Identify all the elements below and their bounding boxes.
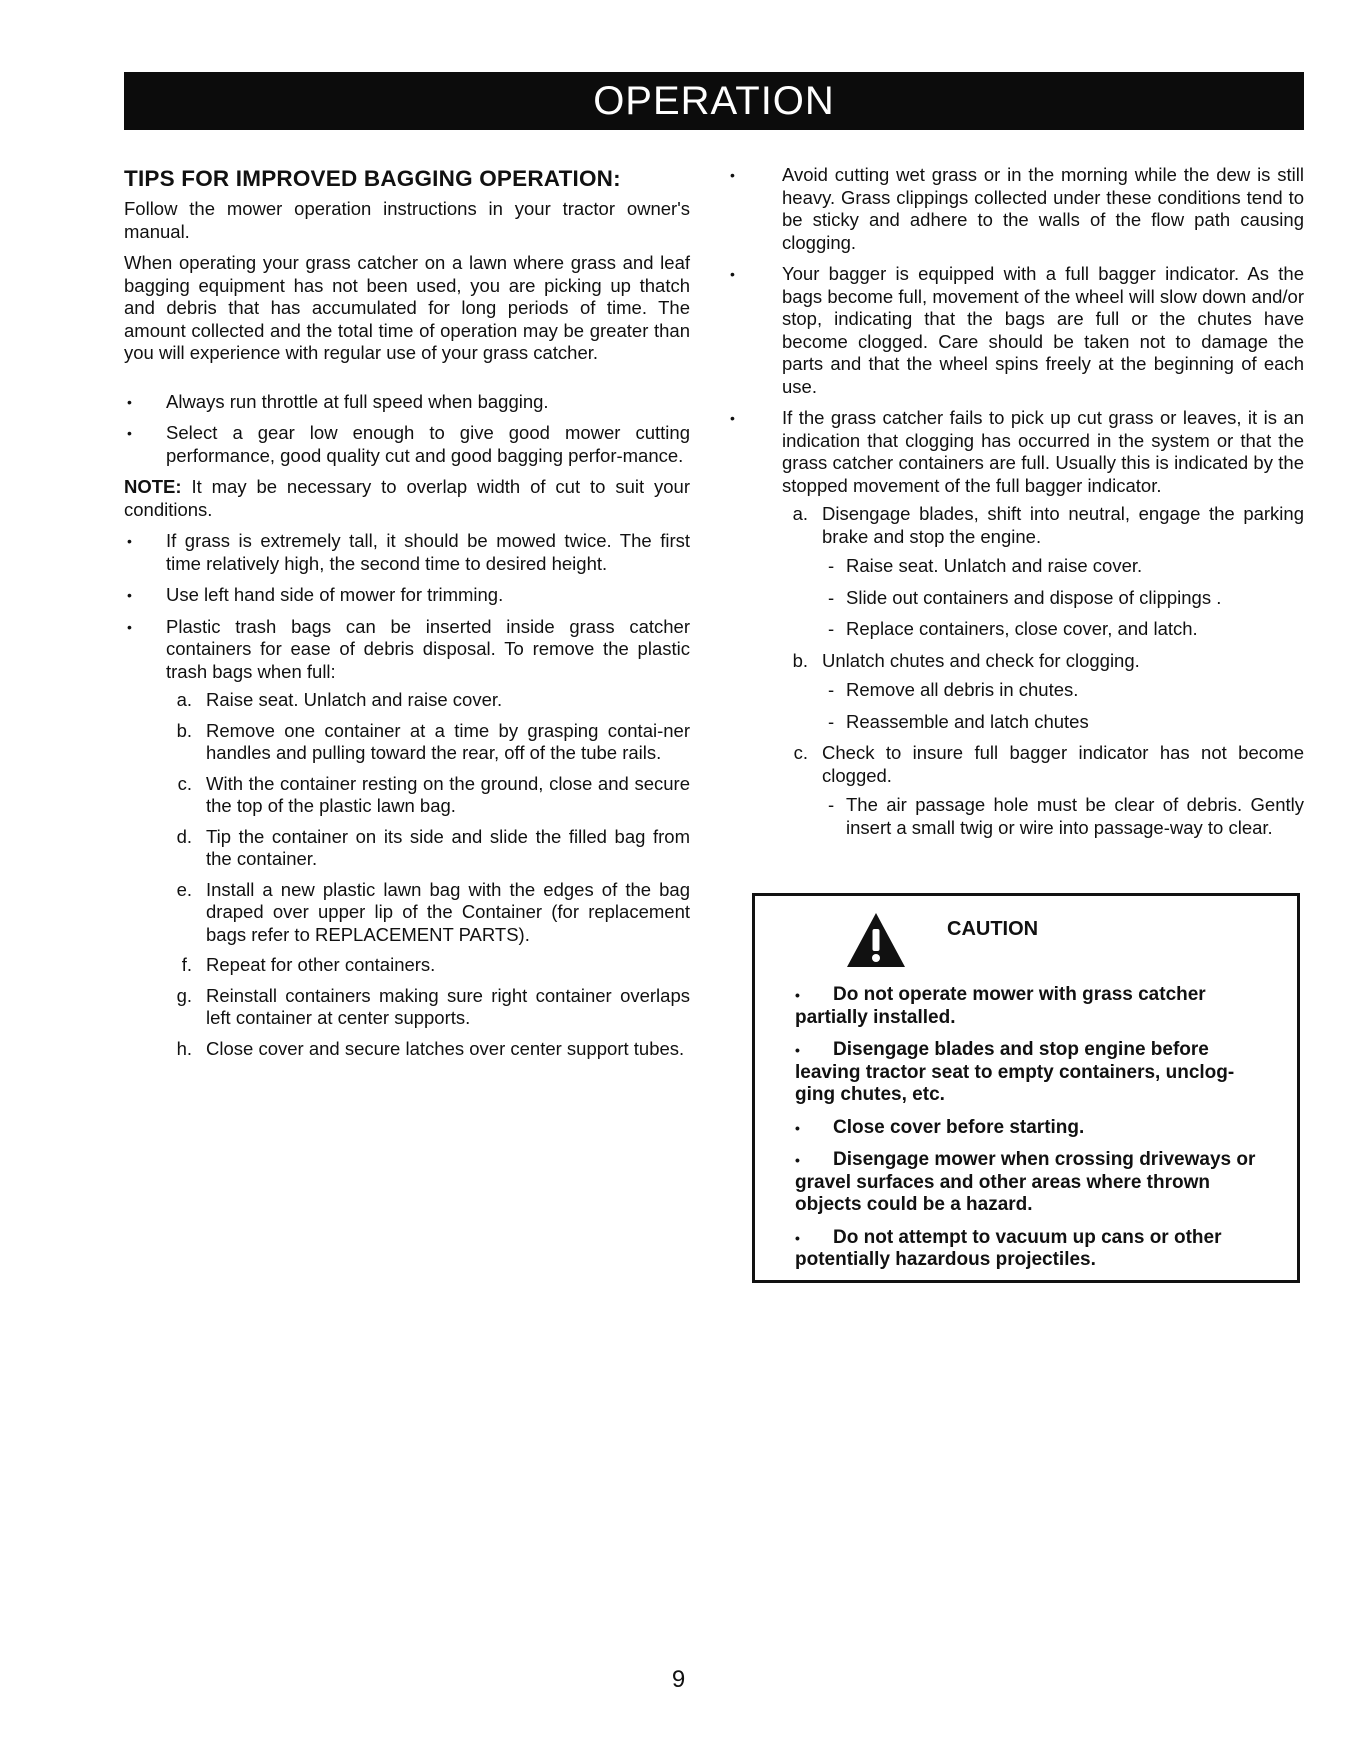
caution-header <box>795 896 1263 984</box>
caution-title: CAUTION <box>947 918 1039 940</box>
bag-removal-steps <box>166 689 690 1060</box>
caution-box <box>752 893 1300 1283</box>
left-column <box>124 166 690 1069</box>
tips-list <box>730 164 1304 839</box>
list-item: • If the grass catcher fails to pick up cut grass or leaves, it is an indication that clogging has occurred in the system or that the grass catcher containers are full. Usually this is indicated by the stopped movement of the full bagger indicator. a. Disengage blades, shift into neutral, engage the parking brake and stop the engine. - Raise seat. Unlatch and raise cover. - Slide out containers and dispose of clippings . - Replace containers, close cover, and latch. b. Unlatch chutes and check for clogging. - Remove all debris in chutes. - Reassemble and latch chutes c. Check to insure full bagger indicator has not become clogged. - The air passage hole must be clear of debris. Gently insert a small twig or wire into passage-way to clear. <box>730 407 1304 838</box>
sub-step: - Raise seat. Unlatch and raise cover. <box>828 555 1143 576</box>
list-item: • Avoid cutting wet grass or in the morning while the dew is still heavy. Grass clippings collected under these conditions tend to be sticky and adhere to the walls of the flow path causing clogging. <box>730 164 1304 253</box>
step-item: a. Disengage blades, shift into neutral, engage the parking brake and stop the engine. - Raise seat. Unlatch and raise cover. - Slide out containers and dispose of clippings . - Replace containers, close cover, and latch. <box>792 503 1304 639</box>
sub-step: - The air passage hole must be clear of debris. Gently insert a small twig or wire into passage-way to clear. <box>828 794 1304 838</box>
note-label: NOTE: <box>124 476 182 497</box>
step-item: c. With the container resting on the ground, close and secure the top of the plastic lawn bag. <box>177 772 690 816</box>
caution-item: • Disengage blades and stop engine before leaving tractor seat to empty containers, unclog-ging chutes, etc. <box>795 1039 1235 1105</box>
list-item: • If grass is extremely tall, it should be mowed twice. The first time relatively high, the second time to desired height. <box>127 530 690 574</box>
step-item: a. Raise seat. Unlatch and raise cover. <box>176 689 503 710</box>
list-item: • Select a gear low enough to give good mower cutting performance, good quality cut and good bagging perfor-mance. <box>127 422 690 466</box>
step-item: g. Reinstall containers making sure right container overlaps left container at center supports. <box>176 984 690 1028</box>
section-banner: OPERATION <box>124 72 1304 130</box>
sub-steps <box>822 555 1304 641</box>
clog-check-steps <box>782 503 1304 839</box>
warning-triangle-icon <box>845 911 907 969</box>
right-column <box>730 164 1304 848</box>
list-item: • Always run throttle at full speed when bagging. <box>127 390 549 412</box>
step-item: b. Remove one container at a time by grasping contai-ner handles and pulling toward the rear, off of the tube rails. <box>176 719 690 763</box>
caution-item: • Close cover before starting. <box>795 1116 1085 1138</box>
section-heading: TIPS FOR IMPROVED BAGGING OPERATION: <box>124 166 621 191</box>
sub-step: - Slide out containers and dispose of clippings . <box>828 586 1222 608</box>
sub-step: - Remove all debris in chutes. <box>828 679 1079 700</box>
step-item: e. Install a new plastic lawn bag with the edges of the bag draped over upper lip of the Container (for replacement bags refer to REPLACEMENT PARTS). <box>176 878 690 945</box>
caution-item: • Do not attempt to vacuum up cans or other potentially hazardous projectiles. <box>795 1226 1222 1270</box>
step-item: f. Repeat for other containers. <box>181 954 436 975</box>
sub-step: - Replace containers, close cover, and latch. <box>828 618 1198 639</box>
list-item: • Use left hand side of mower for trimming. <box>127 584 504 605</box>
list-item: • Plastic trash bags can be inserted inside grass catcher containers for ease of debris disposal. To remove the plastic trash bags when full: a. Raise seat. Unlatch and raise cover. b. Remove one container at a time by grasping contai-ner handles and pulling toward the rear, off of the tube rails. c. With the container resting on the ground, close and secure the top of the plastic lawn bag. d. Tip the container on its side and slide the filled bag from the container. e. Install a new plastic lawn bag with the edges of the bag draped over upper lip of the Container (for replacement bags refer to REPLACEMENT PARTS). f. Repeat for other containers. g. Reinstall containers making sure right container overlaps left container at center supports. h. Close cover and secure latches over center support tubes. <box>127 615 690 1059</box>
step-item: b. Unlatch chutes and check for clogging. - Remove all debris in chutes. - Reassemble and latch chutes <box>780 650 1304 734</box>
intro-paragraph: Follow the mower operation instructions in your tractor owner's manual. <box>124 198 690 242</box>
sub-step: - Reassemble and latch chutes <box>828 710 1089 732</box>
tips-list <box>124 391 690 468</box>
note-paragraph: NOTE: It may be necessary to overlap width of cut to suit your conditions. <box>124 476 690 520</box>
step-item: d. Tip the container on its side and slide the filled bag from the container. <box>176 825 690 869</box>
step-item: h. Close cover and secure latches over center support tubes. <box>176 1037 685 1059</box>
caution-list <box>795 984 1263 1272</box>
sub-steps <box>822 679 1304 733</box>
list-item: • Your bagger is equipped with a full bagger indicator. As the bags become full, movement of the wheel will slow down and/or stop, indicating that the bags are full or the chutes have become clogged. Care should be taken not to damage the parts and that the wheel spins freely at the beginning of each use. <box>730 263 1304 397</box>
page-number: 9 <box>671 1666 686 1693</box>
caution-item: • Do not operate mower with grass catcher partially installed. <box>795 984 1206 1028</box>
step-item: c. Check to insure full bagger indicator has not become clogged. - The air passage hole must be clear of debris. Gently insert a small twig or wire into passage-way to clear. <box>793 742 1304 838</box>
caution-item: • Disengage mower when crossing driveways or gravel surfaces and other areas where thrown objects could be a hazard. <box>795 1149 1256 1215</box>
tips-list <box>124 530 690 1060</box>
sub-steps <box>822 794 1304 839</box>
intro-paragraph: When operating your grass catcher on a lawn where grass and leaf bagging equipment has not been used, you are picking up thatch and debris that has accumulated for long periods of time. The amount collected and the total time of operation may be greater than you will experience with regular use of your grass catcher. <box>124 252 690 363</box>
